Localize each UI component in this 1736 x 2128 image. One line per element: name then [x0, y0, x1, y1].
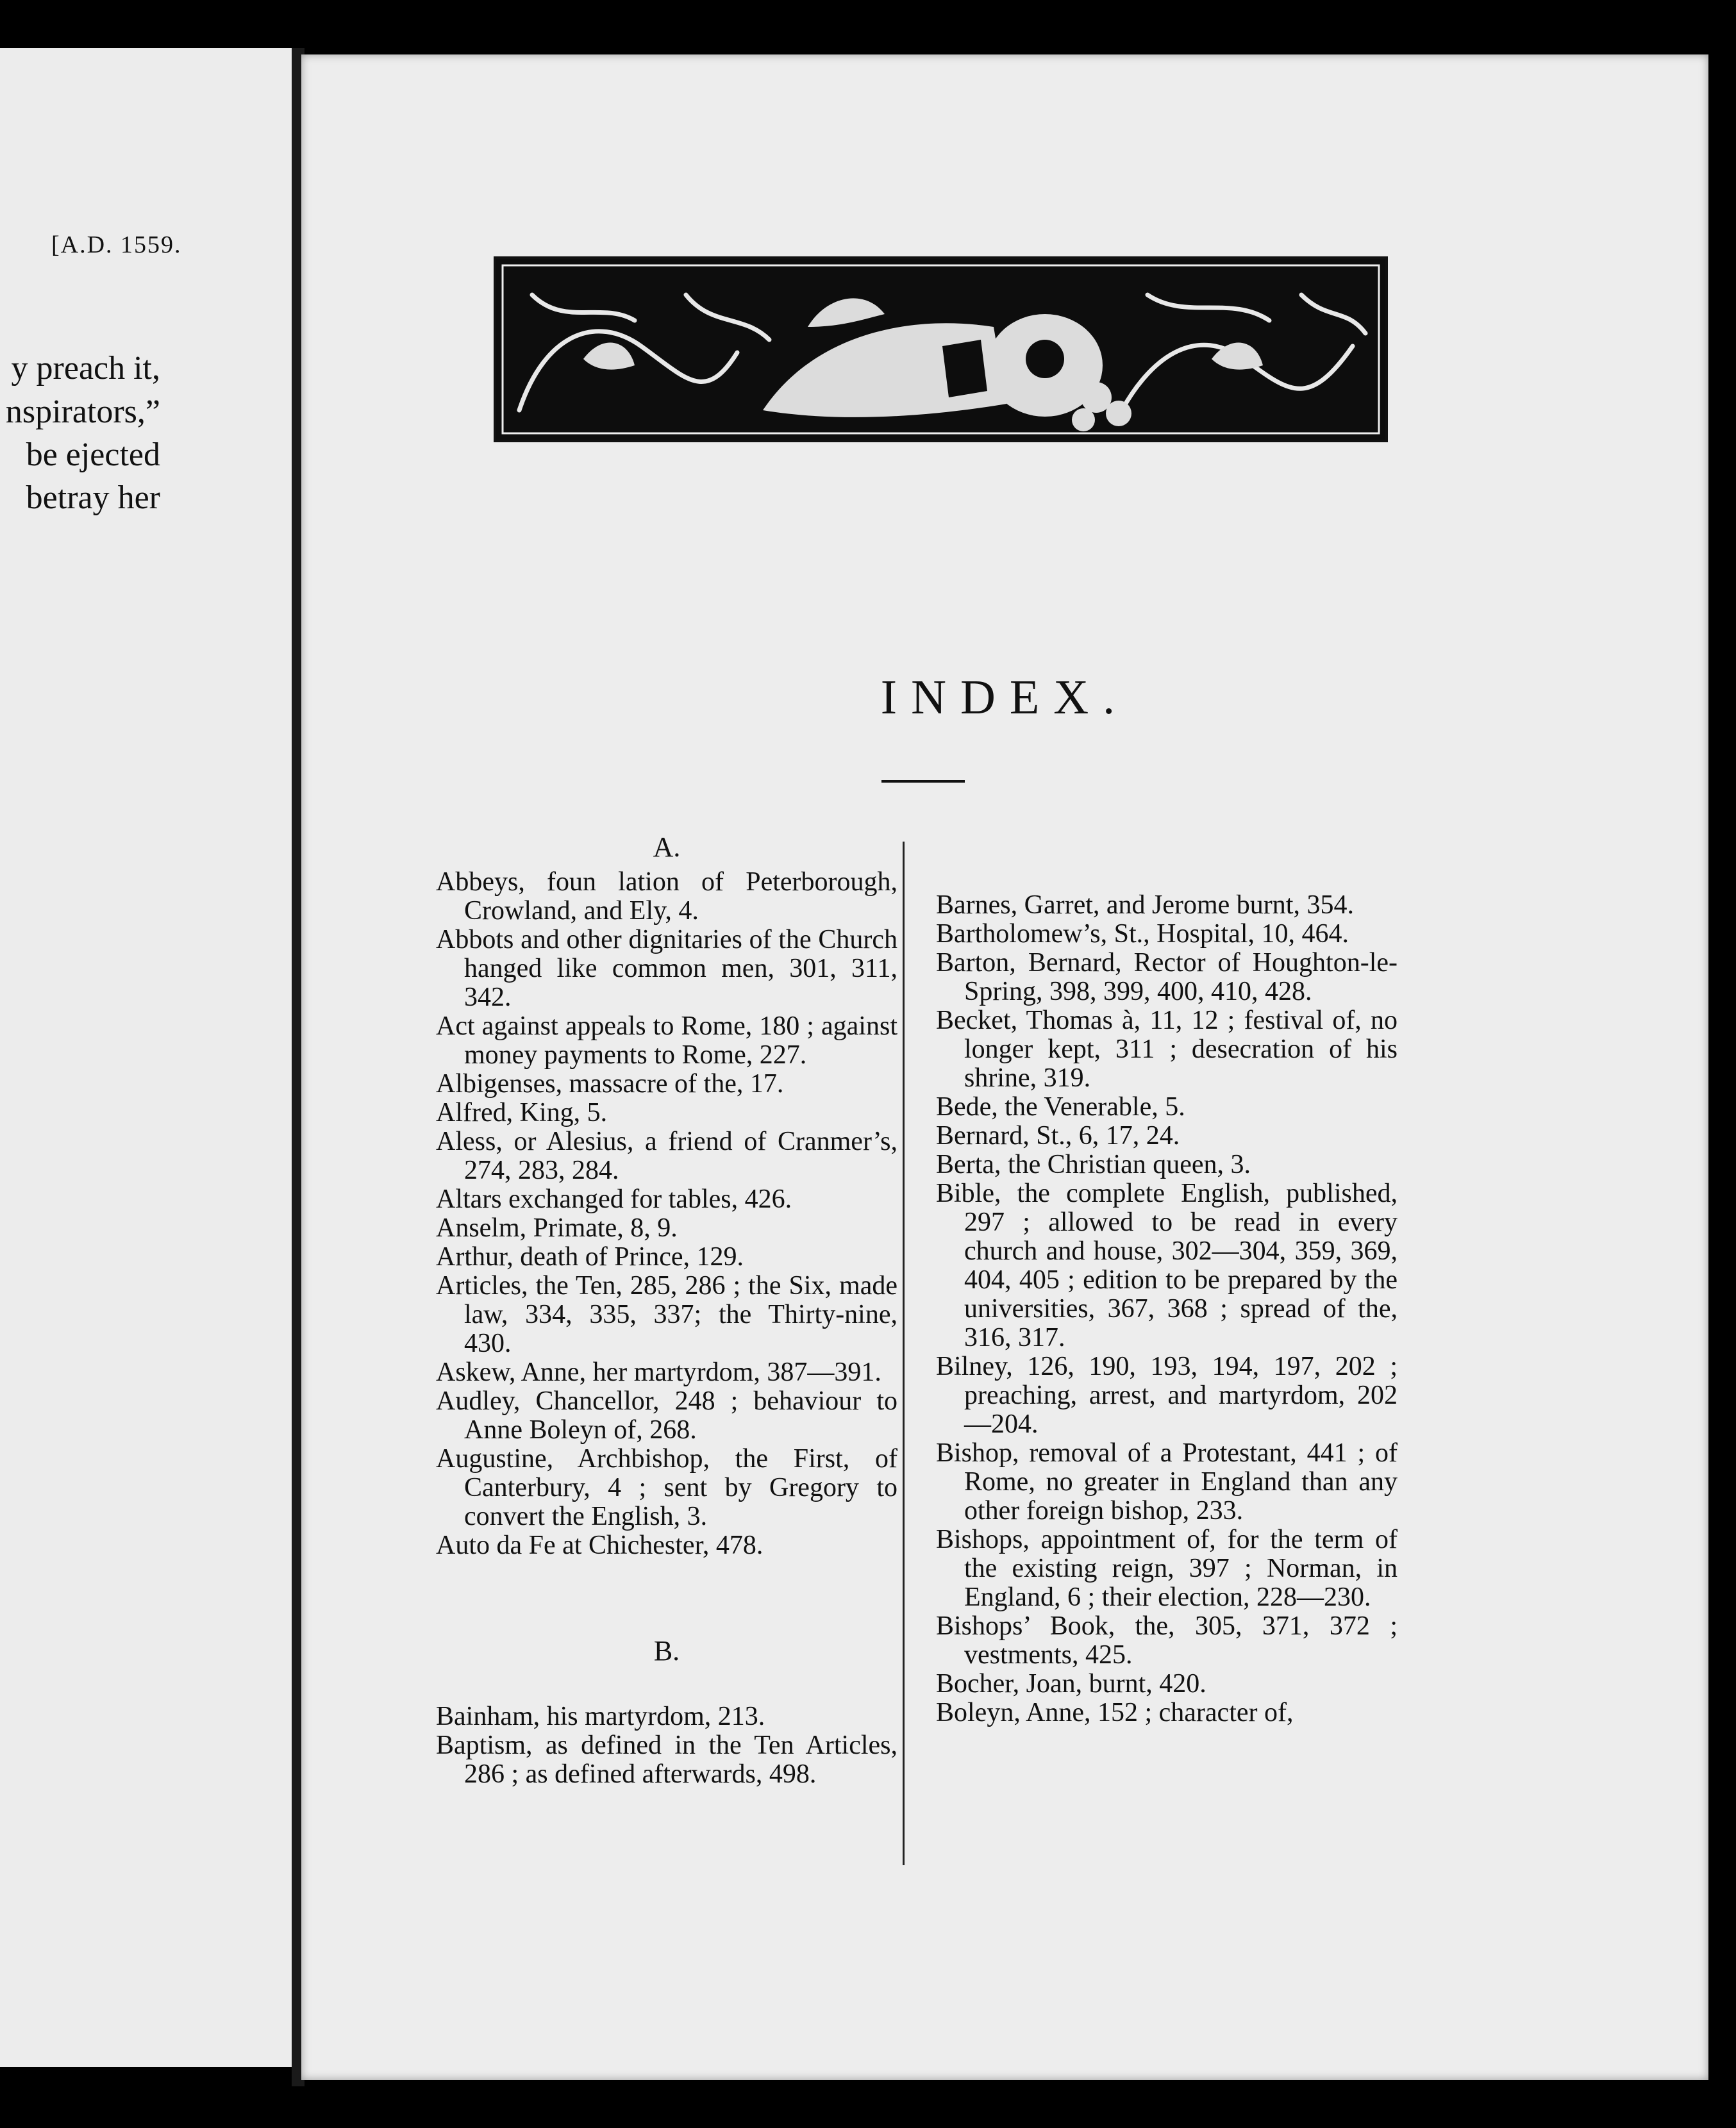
index-entry: Bocher, Joan, burnt, 420. [936, 1669, 1206, 1699]
index-entry: Becket, Thomas à, 11, 12 ; festival of, no longer kept, 311 ; desecration of his shrine, 319. [936, 1006, 1398, 1093]
index-entry: Albigenses, massacre of the, 17. [436, 1069, 784, 1099]
index-entry: Berta, the Christian queen, 3. [936, 1150, 1251, 1179]
section-letter-b: B. [653, 1635, 680, 1667]
index-column-left [436, 833, 897, 1789]
index-entry: Abbots and other dignitaries of the Church hanged like common men, 301, 311, 342. [436, 925, 897, 1012]
index-entry: Audley, Chancellor, 248 ; behaviour to Anne Boleyn of, 268. [436, 1386, 897, 1445]
index-entry: Abbeys, foun lation of Peterborough, Crowland, and Ely, 4. [436, 867, 897, 926]
index-entry: Barnes, Garret, and Jerome burnt, 354. [936, 890, 1354, 920]
index-entry: Act against appeals to Rome, 180 ; against money payments to Rome, 227. [436, 1011, 897, 1070]
left-page-header: [A.D. 1559. [51, 231, 182, 258]
index-entry: Anselm, Primate, 8, 9. [436, 1213, 678, 1243]
page-title: INDEX. [880, 670, 1130, 724]
title-rule [881, 780, 965, 783]
index-entry: Bartholomew’s, St., Hospital, 10, 464. [936, 919, 1349, 949]
index-entry: Boleyn, Anne, 152 ; character of, [936, 1698, 1294, 1727]
index-entry: Bilney, 126, 190, 193, 194, 197, 202 ; preaching, arrest, and martyrdom, 202—204. [936, 1352, 1398, 1439]
index-entry: Bede, the Venerable, 5. [936, 1092, 1185, 1122]
index-entry: Baptism, as defined in the Ten Articles, 286 ; as defined afterwards, 498. [436, 1731, 897, 1789]
index-entry: Bishops’ Book, the, 305, 371, 372 ; vestments, 425. [936, 1611, 1398, 1670]
index-entry: Askew, Anne, her martyrdom, 387—391. [436, 1358, 881, 1387]
left-page-line: be ejected [26, 436, 160, 473]
index-entry: Bible, the complete English, published, 297 ; allowed to be read in every church and house, 302—304, 359, 369, 404, 405 ; edition to be prepared by the universities, 367, 368 ; spread of the, 316, 317. [936, 1179, 1398, 1352]
index-entry: Alfred, King, 5. [436, 1098, 608, 1127]
index-entry: Bernard, St., 6, 17, 24. [936, 1121, 1180, 1151]
index-entry: Auto da Fe at Chichester, 478. [436, 1531, 764, 1560]
index-page [301, 54, 1708, 2080]
index-entry: Arthur, death of Prince, 129. [436, 1242, 744, 1272]
index-entry: Altars exchanged for tables, 426. [436, 1185, 792, 1214]
left-page-line: betray her [26, 479, 160, 516]
left-page-line: y preach it, [11, 350, 160, 387]
left-page-line: nspirators,” [5, 394, 160, 430]
index-column-right [936, 891, 1398, 1727]
index-entry: Bishops, appointment of, for the term of the existing reign, 397 ; Norman, in England, 6 ; their election, 228—230. [936, 1525, 1398, 1612]
index-entry: Barton, Bernard, Rector of Houghton-le-Spring, 398, 399, 400, 410, 428. [936, 948, 1398, 1006]
left-facing-page [0, 48, 295, 2067]
cornucopia-ornament [494, 256, 1388, 442]
column-divider [903, 842, 905, 1865]
index-entry: Aless, or Alesius, a friend of Cranmer’s, 274, 283, 284. [436, 1127, 897, 1185]
section-letter-a: A. [653, 831, 681, 863]
index-entry: Articles, the Ten, 285, 286 ; the Six, made law, 334, 335, 337; the Thirty-nine, 430. [436, 1271, 897, 1358]
index-entry: Bishop, removal of a Protestant, 441 ; of Rome, no greater in England than any other foreign bishop, 233. [936, 1438, 1398, 1525]
index-entry: Bainham, his martyrdom, 213. [436, 1702, 765, 1731]
index-entry: Augustine, Archbishop, the First, of Canterbury, 4 ; sent by Gregory to convert the English, 3. [436, 1444, 897, 1531]
